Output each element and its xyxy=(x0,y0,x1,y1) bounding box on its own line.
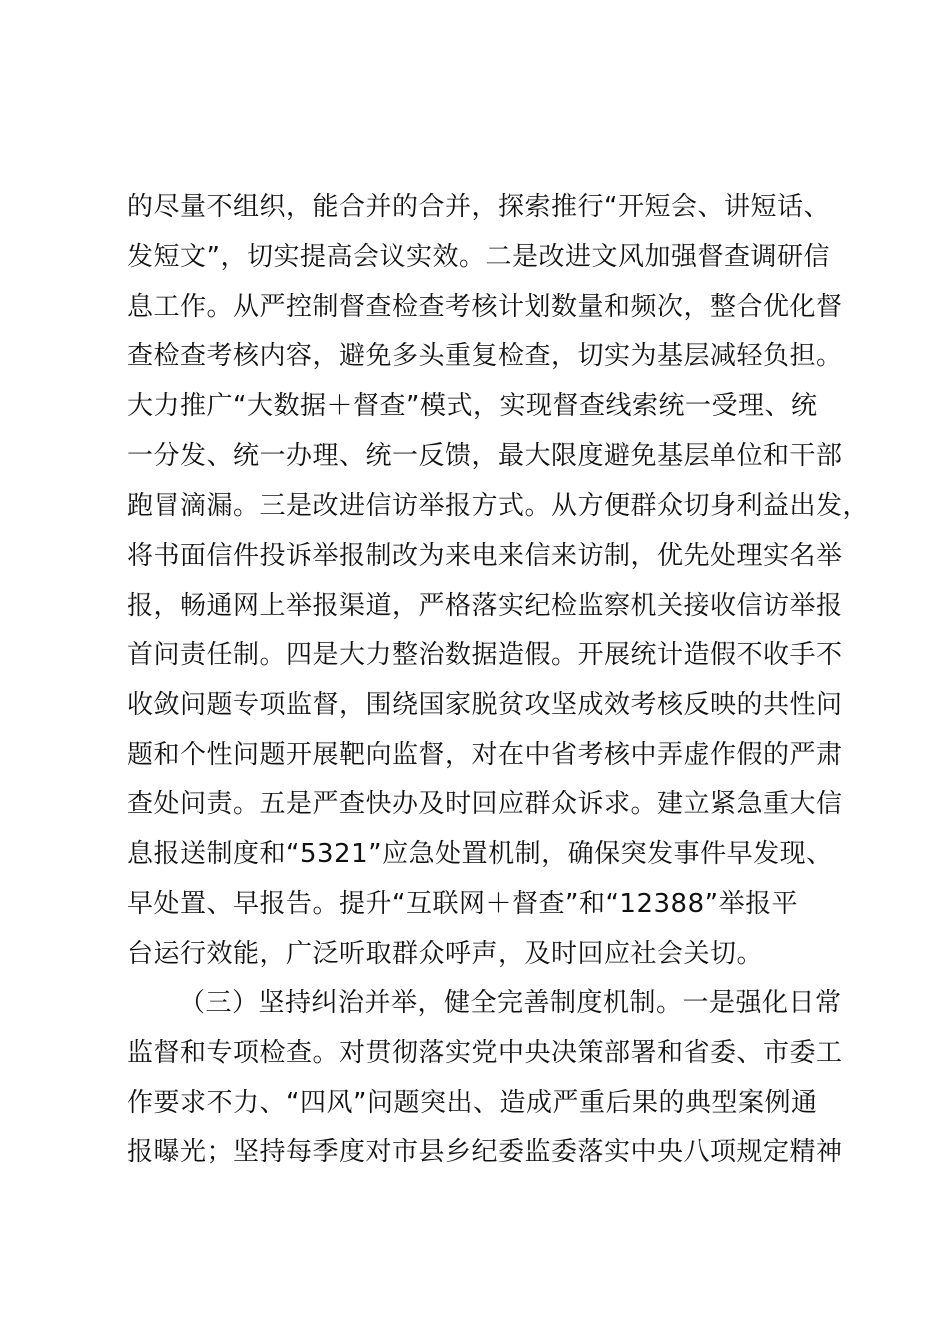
text-line: 息报送制度和“5321”应急处置机制，确保突发事件早发现、 xyxy=(127,839,833,869)
text-line: 收敛问题专项监督，围绕国家脱贫攻坚成效考核反映的共性问 xyxy=(127,690,843,720)
text-line: 监督和专项检查。对贯彻落实党中央决策部署和省委、市委工 xyxy=(127,1038,843,1068)
text-line: 大力推广“大数据＋督查”模式，实现督查线索统一受理、统 xyxy=(127,391,818,421)
text-line: 查检查考核内容，避免多头重复检查，切实为基层减轻负担。 xyxy=(127,341,843,371)
text-line: 早处置、早报告。提升“互联网＋督查”和“12388”举报平 xyxy=(127,889,799,919)
text-line: 息工作。从严控制督查检查考核计划数量和频次，整合优化督 xyxy=(127,292,843,322)
text-line: 发短文”，切实提高会议实效。二是改进文风加强督查调研信 xyxy=(127,242,830,272)
text-line: 一分发、统一办理、统一反馈，最大限度避免基层单位和干部 xyxy=(127,441,843,471)
text-line: 首问责任制。四是大力整治数据造假。开展统计造假不收手不 xyxy=(127,640,843,670)
text-line: 的尽量不组织，能合并的合并，探索推行“开短会、讲短话、 xyxy=(127,192,830,222)
text-line: 将书面信件投诉举报制改为来电来信来访制，优先处理实名举 xyxy=(127,541,843,571)
text-line: 查处问责。五是严查快办及时回应群众诉求。建立紧急重大信 xyxy=(127,789,843,819)
text-line: 作要求不力、“四风”问题突出、造成严重后果的典型案例通 xyxy=(127,1088,818,1118)
paragraph-start-line: （三）坚持纠治并举，健全完善制度机制。一是强化日常 xyxy=(179,988,842,1018)
text-line: 台运行效能，广泛听取群众呼声，及时回应社会关切。 xyxy=(127,939,764,969)
text-line: 报，畅通网上举报渠道，严格落实纪检监察机关接收信访举报 xyxy=(127,591,843,621)
text-line: 报曝光；坚持每季度对市县乡纪委监委落实中央八项规定精神 xyxy=(127,1137,843,1167)
text-line: 跑冒滴漏。三是改进信访举报方式。从方便群众切身利益出发， xyxy=(127,491,870,521)
text-line: 题和个性问题开展靶向监督，对在中省考核中弄虚作假的严肃 xyxy=(127,740,843,770)
